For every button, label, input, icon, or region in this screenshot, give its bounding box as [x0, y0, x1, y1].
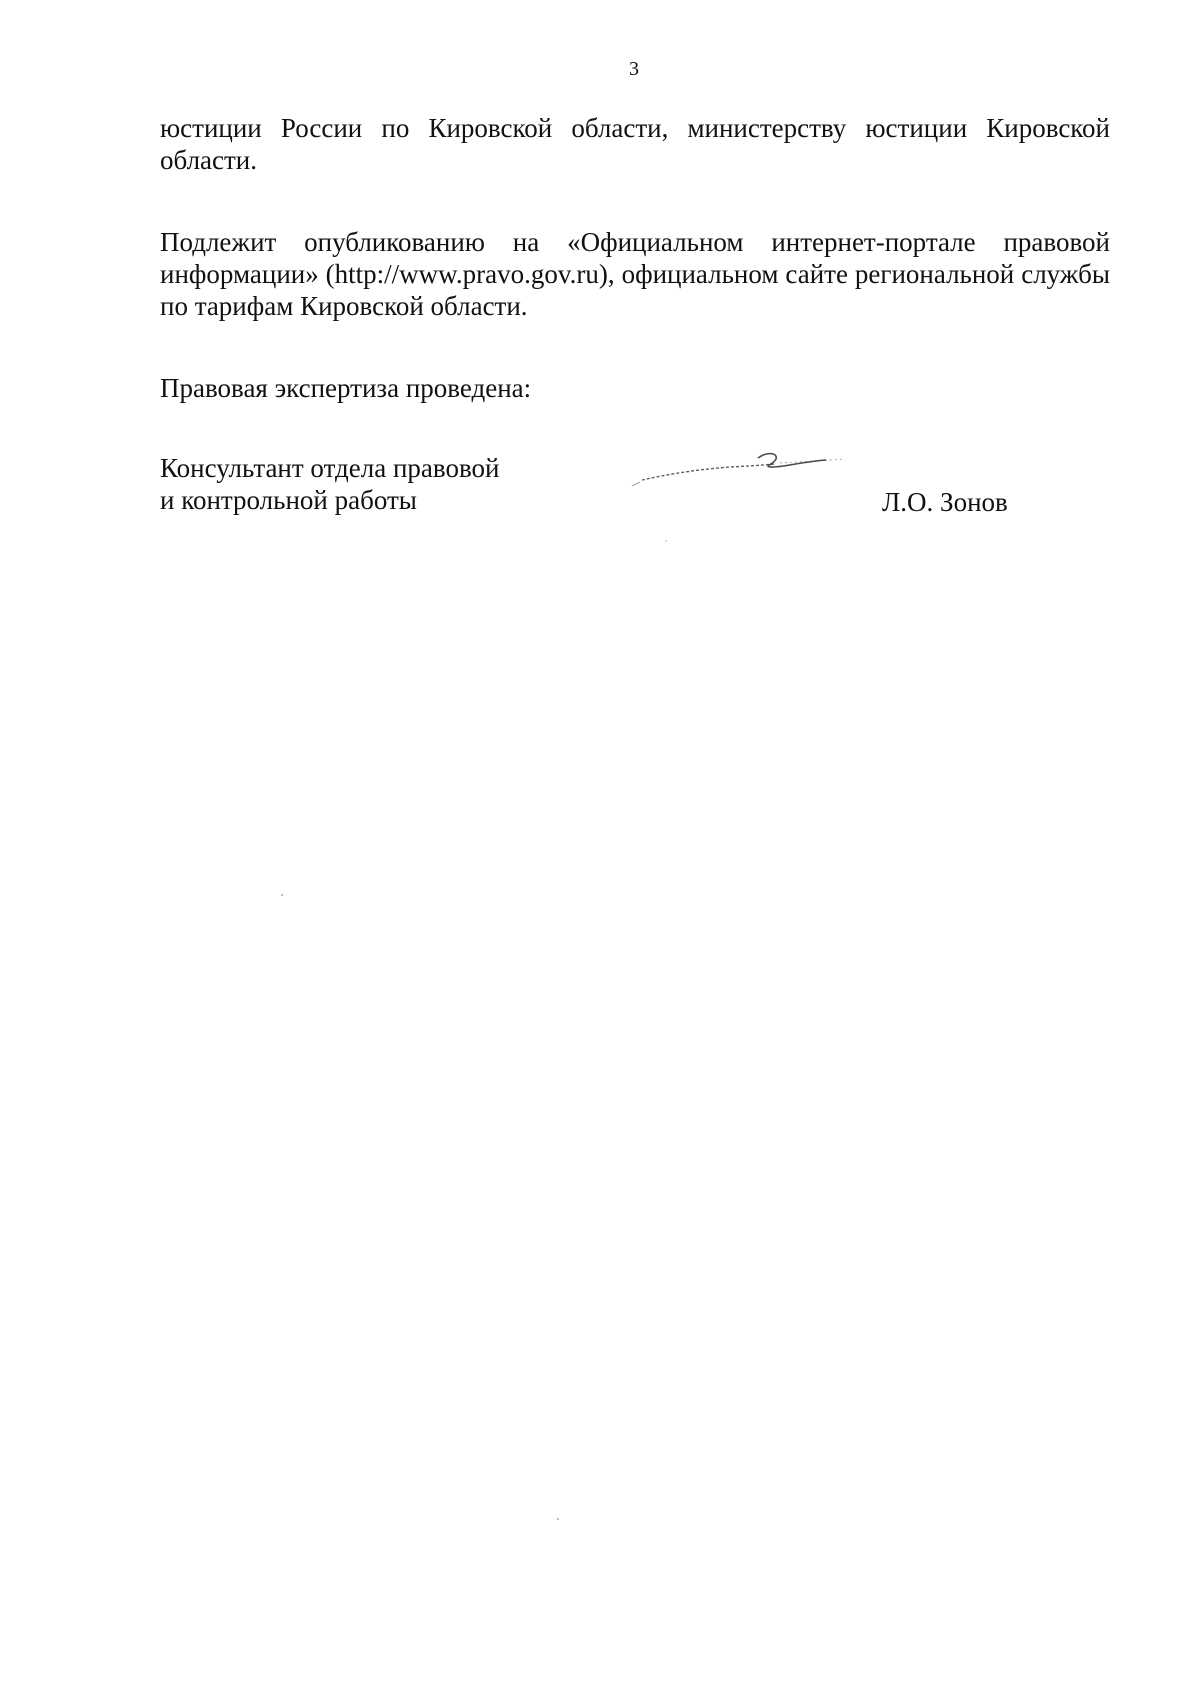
signer-position-line-1: Консультант отдела правовой	[160, 453, 500, 483]
scan-speck	[281, 894, 283, 896]
signer-position	[160, 452, 499, 516]
page-number: 3	[629, 58, 639, 80]
scan-speck	[665, 540, 667, 542]
paragraph-justice-ministry: юстиции России по Кировской области, министерству юстиции Кировской области.	[160, 113, 1110, 175]
paragraph-legal-review: Правовая экспертиза проведена:	[160, 373, 532, 403]
signer-position-line-2: и контрольной работы	[160, 485, 417, 515]
scan-speck	[557, 1518, 559, 1520]
signer-name: Л.О. Зонов	[882, 487, 1008, 517]
handwritten-signature	[630, 440, 850, 550]
paragraph-publication: Подлежит опубликованию на «Официальном интернет-портале правовой информации» (http://www.pravo.gov.ru), официальном сайте региональной службы по тарифам Кировской области.	[160, 227, 1110, 321]
